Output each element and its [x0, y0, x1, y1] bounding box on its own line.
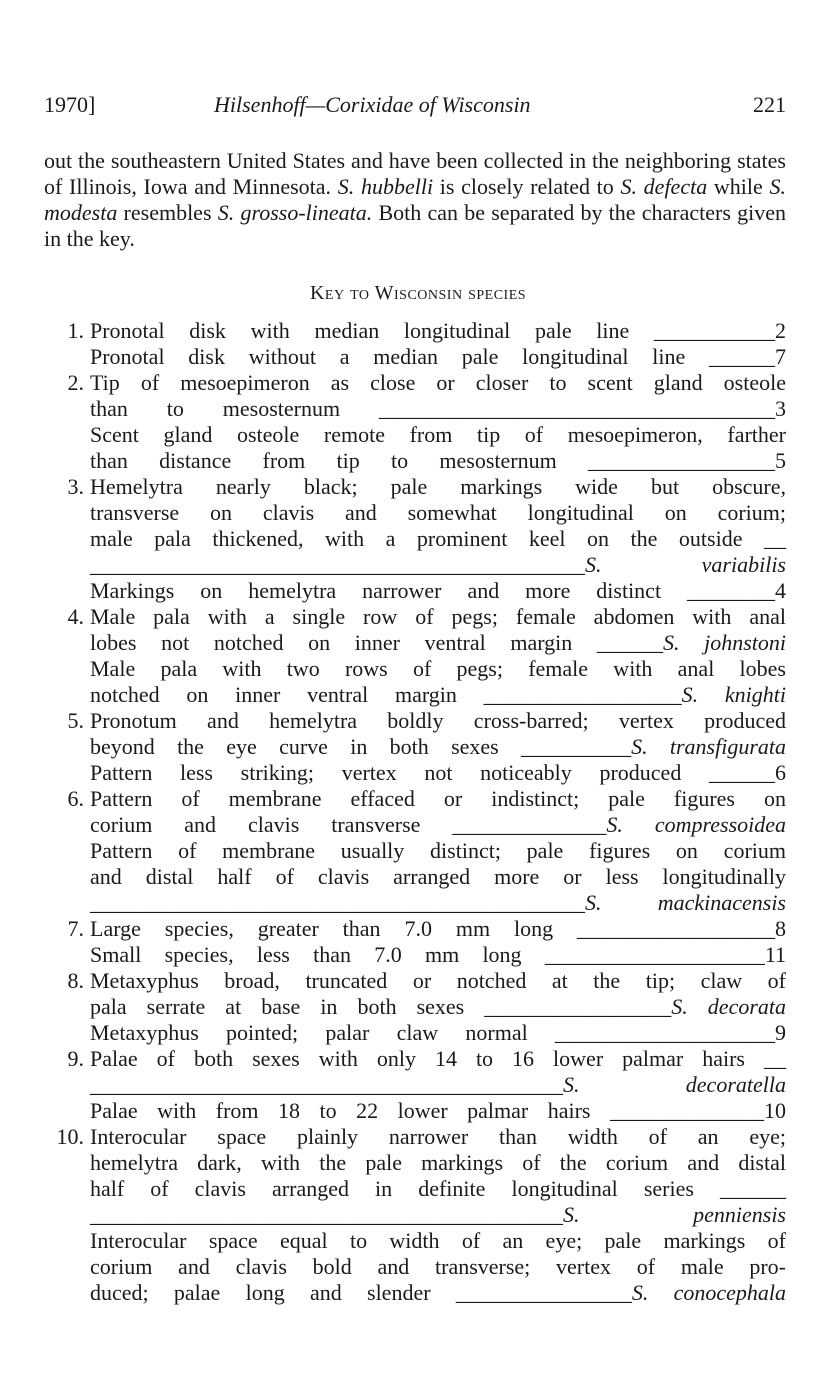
intro-text: is closely related to — [433, 174, 621, 199]
key-lead: half of clavis arranged in definite longitudinal series ______ — [90, 1176, 786, 1201]
key-couplet — [44, 604, 786, 708]
key-lead — [90, 838, 786, 864]
key-lead: beyond the eye curve in both sexes __________S. transfigurata — [90, 734, 787, 759]
species-name: S. defecta — [620, 174, 708, 199]
intro-paragraph — [44, 148, 786, 252]
lead-result: S. decoratella — [563, 1072, 786, 1097]
lead-result: S. mackinacensis — [585, 890, 786, 915]
intro-text: Both can be separated by the characters given in the key. — [44, 200, 787, 251]
lead-result: S. penniensis — [563, 1202, 786, 1227]
species-name: S. grosso-lineata. — [217, 200, 373, 225]
lead-text: Pronotal disk with median longitudinal pale line — [90, 318, 630, 343]
lead-text: Male pala with a single row of pegs; female abdomen with anal — [90, 604, 786, 629]
key-heading: Key to Wisconsin species — [309, 282, 527, 304]
key-lead: male pala thickened, with a prominent keel on the outside __ — [90, 526, 787, 551]
lead-text: and distal half of clavis arranged more or less longitudinally — [90, 864, 786, 889]
key-lead — [90, 1228, 786, 1254]
key-lead: Pronotal disk with median longitudinal pale line ___________2 — [90, 318, 786, 343]
lead-text: Tip of mesoepimeron as close or closer to scent gland osteole — [90, 370, 786, 395]
key-lead: duced; palae long and slender ________________S. conocephala — [90, 1280, 787, 1305]
couplet-number: 1. — [67, 318, 84, 343]
lead-text: Pronotum and hemelytra boldly cross-barred; vertex produced — [90, 708, 786, 733]
lead-text: Pronotal disk without a median pale longitudinal line — [90, 344, 686, 369]
key-couplet — [44, 474, 786, 604]
lead-text: lobes not notched on inner ventral margin — [90, 630, 573, 655]
key-lead — [90, 422, 786, 448]
key-lead: Pronotal disk without a median pale longitudinal line ______7 — [90, 344, 786, 369]
lead-text: half of clavis arranged in definite longitudinal series — [90, 1176, 694, 1201]
couplet-number: 8. — [67, 968, 84, 993]
key-lead — [90, 656, 786, 682]
lead-result: 3 — [775, 396, 787, 421]
couplet-number: 9. — [67, 1046, 84, 1071]
lead-result: 10 — [764, 1098, 786, 1123]
lead-text: pala serrate at base in both sexes — [90, 994, 465, 1019]
lead-text: Small species, less than 7.0 mm long — [90, 942, 522, 967]
lead-text: transverse on clavis and somewhat longitudinal on corium; — [90, 500, 786, 525]
key-lead: notched on inner ventral margin __________________S. knighti — [90, 682, 786, 707]
lead-text: Male pala with two rows of pegs; female with anal lobes — [90, 656, 786, 681]
lead-result: 4 — [775, 578, 787, 603]
lead-result: S. variabilis — [585, 552, 786, 577]
key-lead: Palae of both sexes with only 14 to 16 lower palmar hairs __ — [90, 1046, 786, 1071]
key-lead: Large species, greater than 7.0 mm long __________________8 — [90, 916, 787, 941]
key-lead — [90, 474, 786, 500]
couplet-number: 2. — [67, 370, 84, 395]
lead-text: Pattern of membrane effaced or indistinct; pale figures on — [90, 786, 786, 811]
intro-text: out the southeastern United States and have been collected in the neighboring states of Illinois, Iowa and Minnesota. — [44, 148, 786, 199]
lead-text: Interocular space equal to width of an eye; pale markings of — [90, 1228, 786, 1253]
intro-text: resembles — [117, 200, 218, 225]
key-lead — [90, 968, 786, 994]
key-lead: Pattern less striking; vertex not noticeably produced ______6 — [90, 760, 787, 785]
key-lead: Palae with from 18 to 22 lower palmar hairs ______________10 — [90, 1098, 786, 1123]
lead-text: notched on inner ventral margin — [90, 682, 457, 707]
key-couplet — [44, 708, 786, 786]
page-number: 221 — [753, 92, 786, 117]
lead-text: male pala thickened, with a prominent keel on the outside — [90, 526, 743, 551]
key-lead: than distance from tip to mesosternum _________________5 — [90, 448, 787, 473]
key-lead: than to mesosternum ____________________________________3 — [90, 396, 787, 421]
couplet-number: 3. — [67, 474, 84, 499]
lead-result: S. knighti — [681, 682, 786, 707]
lead-result: 2 — [775, 318, 786, 343]
lead-result: 8 — [775, 916, 787, 941]
couplet-number: 6. — [67, 786, 84, 811]
key-lead: ___________________________________________S. decoratella — [90, 1072, 786, 1097]
header-year: 1970] — [44, 92, 96, 117]
key-lead — [90, 708, 786, 734]
intro-text: while — [707, 174, 770, 199]
lead-text: corium and clavis transverse — [90, 812, 421, 837]
key-couplet — [44, 370, 786, 474]
lead-text: Hemelytra nearly black; pale markings wide but obscure, — [90, 474, 786, 499]
lead-text: Palae of both sexes with only 14 to 16 lower palmar hairs — [90, 1046, 745, 1071]
couplet-number: 5. — [67, 708, 84, 733]
key-lead: Metaxyphus pointed; palar claw normal ____________________9 — [90, 1020, 786, 1045]
key-couplet — [44, 786, 786, 916]
key-couplet — [44, 968, 786, 1046]
lead-text: Markings on hemelytra narrower and more distinct — [90, 578, 662, 603]
key-lead: _____________________________________________S. variabilis — [90, 552, 786, 577]
lead-text: Pattern less striking; vertex not noticeably produced — [90, 760, 682, 785]
key-lead — [90, 864, 786, 890]
key-lead — [90, 1150, 786, 1176]
lead-text: Metaxyphus broad, truncated or notched at the tip; claw of — [90, 968, 786, 993]
lead-text: Scent gland osteole remote from tip of mesoepimeron, farther — [90, 422, 786, 447]
key-couplet — [44, 1046, 786, 1124]
lead-text: Interocular space plainly narrower than width of an eye; — [90, 1124, 786, 1149]
key-lead: pala serrate at base in both sexes _________________S. decorata — [90, 994, 787, 1019]
key-lead: _____________________________________________S. mackinacensis — [90, 890, 786, 915]
key-lead — [90, 786, 786, 812]
key-lead — [90, 604, 786, 630]
lead-result: 9 — [775, 1020, 786, 1045]
couplet-number: 7. — [67, 916, 84, 941]
lead-text: hemelytra dark, with the pale markings of the corium and distal — [90, 1150, 786, 1175]
running-header — [44, 92, 786, 122]
key-lead — [90, 1254, 786, 1280]
lead-result: 11 — [764, 942, 786, 967]
key-lead: lobes not notched on inner ventral margin ______S. johnstoni — [90, 630, 786, 655]
key-couplet — [44, 1124, 786, 1306]
lead-result: S. decorata — [671, 994, 787, 1019]
lead-text: Palae with from 18 to 22 lower palmar hairs — [90, 1098, 591, 1123]
lead-result: 7 — [775, 344, 786, 369]
key-couplet — [44, 916, 786, 968]
key-lead — [90, 1124, 786, 1150]
header-title: Hilsenhoff—Corixidae of Wisconsin — [214, 92, 531, 117]
lead-text: beyond the eye curve in both sexes — [90, 734, 499, 759]
key-lead — [90, 500, 786, 526]
lead-text: Pattern of membrane usually distinct; pale figures on corium — [90, 838, 786, 863]
lead-result: S. conocephala — [631, 1280, 787, 1305]
lead-result: S. johnstoni — [662, 630, 786, 655]
lead-result: 6 — [775, 760, 787, 785]
lead-text: Metaxyphus pointed; palar claw normal — [90, 1020, 528, 1045]
species-name: S. modesta — [44, 174, 786, 225]
lead-text: duced; palae long and slender — [90, 1280, 431, 1305]
lead-text: Large species, greater than 7.0 mm long — [90, 916, 554, 941]
key-lead: corium and clavis transverse ______________S. compressoidea — [90, 812, 787, 837]
species-key — [44, 318, 786, 1306]
couplet-number: 4. — [67, 604, 84, 629]
key-lead — [90, 370, 786, 396]
lead-text: than distance from tip to mesosternum — [90, 448, 557, 473]
lead-result: 5 — [775, 448, 787, 473]
lead-text: than to mesosternum — [90, 396, 341, 421]
key-couplet — [44, 318, 786, 370]
lead-result: S. compressoidea — [606, 812, 787, 837]
key-lead: ___________________________________________S. penniensis — [90, 1202, 786, 1227]
couplet-number: 10. — [56, 1124, 84, 1149]
species-name: S. hubbelli — [337, 174, 434, 199]
lead-text: corium and clavis bold and transverse; vertex of male pro- — [90, 1254, 786, 1279]
key-lead: Markings on hemelytra narrower and more distinct ________4 — [90, 578, 787, 603]
key-lead: Small species, less than 7.0 mm long ____________________11 — [90, 942, 786, 967]
lead-result: S. transfigurata — [631, 734, 787, 759]
